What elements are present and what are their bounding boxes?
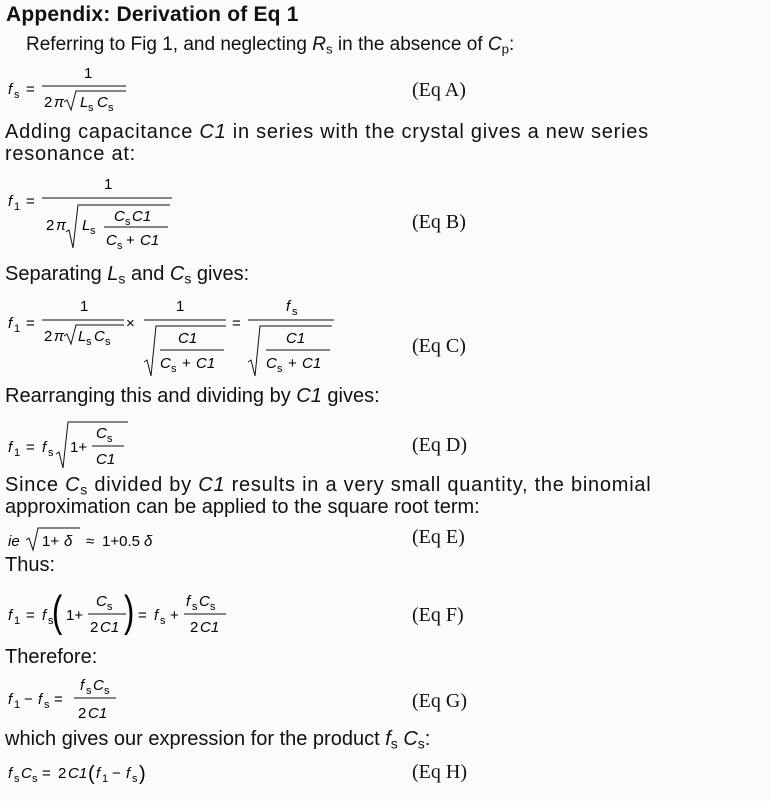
svg-text:1: 1 (14, 615, 21, 627)
equation-d-label: (Eq D) (412, 434, 467, 456)
svg-text:s: s (160, 615, 166, 627)
svg-text:f: f (8, 691, 13, 708)
svg-text:s: s (48, 447, 54, 459)
svg-text:L: L (82, 217, 91, 234)
svg-text:s: s (107, 601, 113, 613)
svg-text:+: + (126, 232, 135, 249)
svg-text:≈: ≈ (86, 533, 95, 550)
svg-text:2: 2 (46, 217, 55, 234)
svg-text:C: C (96, 593, 107, 610)
svg-text:f: f (42, 439, 47, 456)
svg-text:L: L (78, 328, 87, 345)
svg-text:): ) (124, 587, 135, 637)
svg-text:f: f (8, 439, 13, 456)
svg-text:=: = (26, 439, 35, 456)
svg-text:C: C (93, 677, 104, 694)
intro-paragraph: Referring to Fig 1, and neglecting $R_s$ in the absence of $C_p$: (26, 34, 515, 57)
equation-d (4, 414, 144, 474)
svg-text:s: s (108, 102, 114, 114)
svg-text:(: ( (52, 587, 63, 637)
svg-text:f: f (8, 765, 13, 782)
svg-text:π: π (54, 94, 65, 111)
svg-text:+: + (170, 607, 179, 624)
svg-text:=: = (42, 765, 51, 782)
equation-g-label: (Eq G) (412, 690, 467, 712)
svg-text:C1: C1 (286, 330, 306, 347)
svg-text:(: ( (88, 763, 95, 785)
svg-text:f: f (80, 677, 85, 694)
paragraph-e-line2: approximation can be applied to the square root term: (5, 496, 480, 518)
svg-text:1+: 1+ (66, 607, 84, 624)
svg-text:=: = (26, 607, 35, 624)
equation-a (4, 60, 144, 114)
svg-text:=: = (138, 607, 147, 624)
svg-text:f: f (186, 593, 191, 610)
svg-text:=: = (26, 193, 35, 210)
svg-text:C: C (106, 232, 117, 249)
svg-text:s: s (192, 601, 198, 613)
svg-text:f: f (154, 607, 159, 624)
svg-text:+: + (182, 355, 191, 372)
svg-text:C: C (266, 355, 277, 372)
svg-text:s: s (277, 363, 283, 375)
equation-c-label: (Eq C) (412, 335, 466, 357)
svg-text:×: × (126, 315, 135, 332)
paragraph-c: Separating $L_s$ and $C_s$ gives: (5, 263, 250, 287)
svg-text:C1: C1 (200, 619, 220, 636)
svg-text:−: − (112, 765, 121, 782)
equation-b (4, 172, 184, 254)
svg-text:2: 2 (90, 619, 99, 636)
svg-text:C1: C1 (132, 208, 152, 225)
svg-text:f: f (126, 765, 131, 782)
svg-text:f: f (38, 691, 43, 708)
svg-text:s: s (44, 699, 50, 711)
svg-text:f: f (96, 765, 101, 782)
paragraph-d: Rearranging this and dividing by C1 gives: (5, 385, 380, 407)
equation-e (4, 524, 174, 556)
svg-text:s: s (105, 336, 111, 348)
svg-text:=: = (26, 315, 35, 332)
svg-text:δ: δ (64, 533, 73, 550)
svg-text:s: s (86, 336, 92, 348)
paragraph-b-line1: Adding capacitance C1 in series with the crystal gives a new series (5, 121, 649, 143)
svg-text:C1: C1 (96, 451, 116, 468)
svg-text:2: 2 (78, 705, 87, 722)
svg-text:2: 2 (44, 328, 53, 345)
svg-text:f: f (286, 298, 291, 315)
svg-text:1: 1 (102, 773, 109, 785)
svg-text:s: s (132, 773, 138, 785)
svg-text:C: C (114, 208, 125, 225)
svg-text:s: s (90, 225, 96, 237)
svg-text:C: C (94, 328, 105, 345)
svg-text:C: C (199, 593, 210, 610)
svg-text:f: f (8, 81, 13, 98)
svg-text:): ) (139, 763, 146, 785)
svg-text:2: 2 (58, 765, 67, 782)
svg-text:1+: 1+ (42, 533, 60, 550)
svg-text:C1: C1 (140, 232, 160, 249)
paragraph-g: Therefore: (5, 646, 98, 668)
svg-text:f: f (42, 607, 47, 624)
svg-text:=: = (26, 81, 35, 98)
svg-text:s: s (88, 102, 94, 114)
svg-text:C: C (96, 425, 107, 442)
svg-text:=: = (232, 315, 241, 332)
svg-text:=: = (54, 691, 63, 708)
equation-b-label: (Eq B) (412, 211, 466, 233)
equation-c (4, 294, 344, 380)
svg-text:δ: δ (144, 533, 153, 550)
svg-text:1: 1 (84, 65, 93, 82)
svg-text:s: s (104, 685, 110, 697)
svg-text:−: − (24, 691, 33, 708)
svg-text:C1: C1 (178, 330, 198, 347)
svg-text:s: s (117, 240, 123, 252)
svg-text:f: f (8, 193, 13, 210)
equation-g (4, 674, 144, 726)
svg-text:C1: C1 (88, 705, 108, 722)
svg-text:L: L (80, 94, 89, 111)
paragraph-h: which gives our expression for the product $f_s$ $C_s$: (5, 728, 431, 752)
svg-text:π: π (56, 217, 67, 234)
equation-e-ie: ie (8, 533, 20, 550)
svg-text:s: s (14, 773, 20, 785)
svg-text:1: 1 (14, 201, 21, 213)
svg-text:C1: C1 (100, 619, 120, 636)
paragraph-f: Thus: (5, 554, 56, 576)
svg-text:s: s (107, 433, 113, 445)
svg-text:1: 1 (176, 298, 185, 315)
paragraph-b-line2: resonance at: (5, 143, 136, 165)
svg-text:1: 1 (104, 176, 113, 193)
svg-text:s: s (171, 363, 177, 375)
svg-text:1: 1 (80, 298, 89, 315)
svg-text:+: + (288, 355, 297, 372)
svg-text:1+0.5: 1+0.5 (102, 533, 140, 550)
svg-text:s: s (125, 216, 131, 228)
svg-text:1: 1 (14, 699, 21, 711)
svg-text:s: s (32, 773, 38, 785)
page-title: Appendix: Derivation of Eq 1 (6, 3, 299, 26)
equation-f (4, 584, 244, 644)
svg-text:C1: C1 (68, 765, 88, 782)
paragraph-e-line1: Since $C_s$ divided by C1 results in a very small quantity, the binomial (5, 474, 652, 498)
svg-text:2: 2 (44, 94, 53, 111)
svg-text:C1: C1 (196, 355, 216, 372)
svg-text:f: f (8, 607, 13, 624)
svg-text:2: 2 (190, 619, 199, 636)
svg-text:s: s (210, 601, 216, 613)
equation-a-label: (Eq A) (412, 79, 466, 101)
svg-text:f: f (8, 315, 13, 332)
svg-text:C: C (160, 355, 171, 372)
equation-f-label: (Eq F) (412, 604, 464, 626)
svg-text:s: s (48, 615, 54, 627)
svg-text:C: C (97, 94, 108, 111)
svg-text:1: 1 (14, 447, 21, 459)
svg-text:C1: C1 (302, 355, 322, 372)
equation-h-label: (Eq H) (412, 761, 467, 783)
svg-text:1+: 1+ (70, 439, 88, 456)
svg-text:s: s (14, 89, 20, 101)
svg-text:C: C (21, 765, 32, 782)
svg-text:π: π (54, 328, 65, 345)
equation-e-label: (Eq E) (412, 526, 465, 548)
svg-text:s: s (86, 685, 92, 697)
equation-h (4, 756, 184, 790)
svg-text:1: 1 (14, 323, 21, 335)
svg-text:s: s (292, 306, 298, 318)
